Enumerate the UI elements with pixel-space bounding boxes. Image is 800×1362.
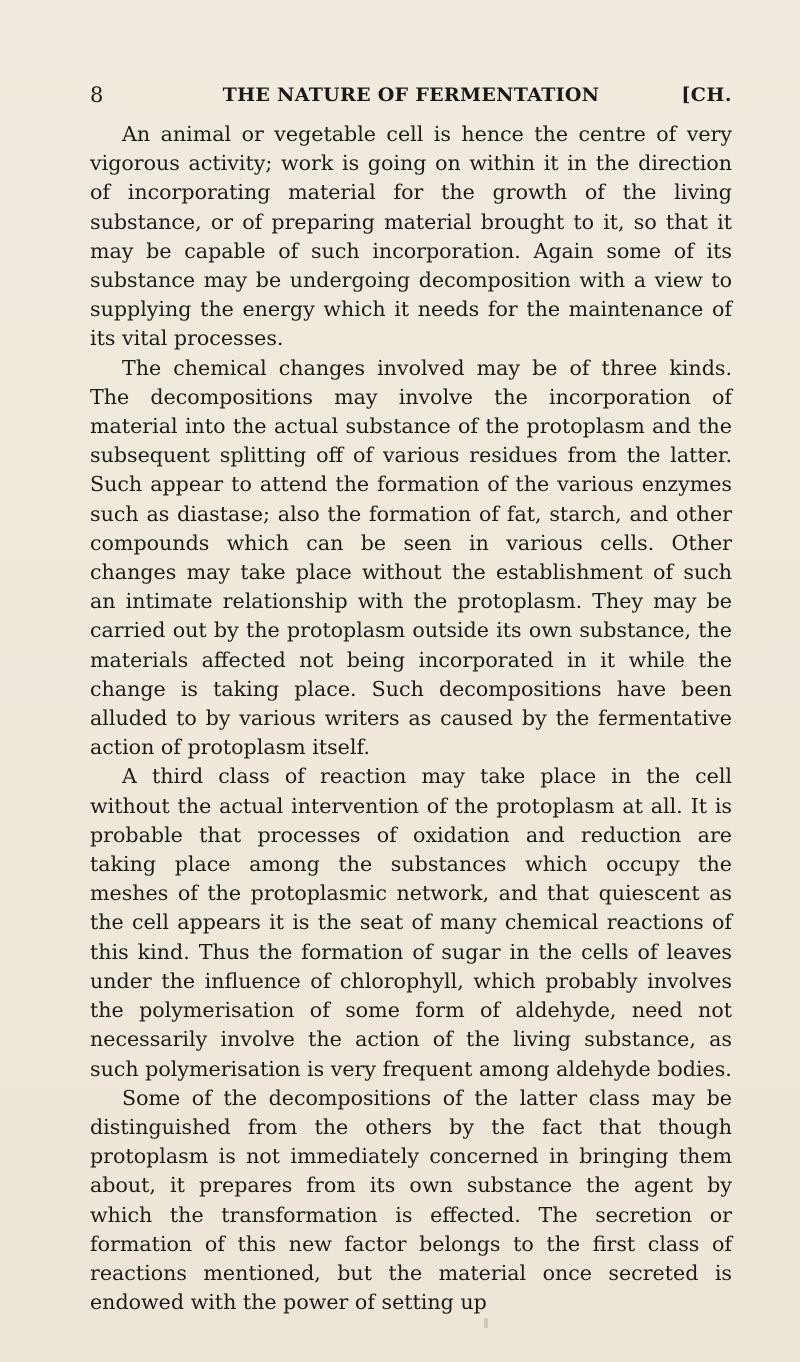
paragraph-2: The chemical changes involved may be of three kinds. The decompositions may involve the incorporation of material into the actual substance of the protoplasm and the subsequent splitting off of various residues from the latter. Such appear to attend the formation of the various enzymes such as diastase; also the formation of fat, starch, and other compounds which can be seen in various cells. Other changes may take place without the establishment of such an intimate relationship with the protoplasm. They may be carried out by the protoplasm outside its own substance, the materials affected not being incorporated in it while the change is taking place. Such decompositions have been alluded to by various writers as caused by the fermentative action of protoplasm itself.	[90, 355, 732, 760]
chapter-reference: [CH.	[681, 84, 732, 106]
paragraph-1: An animal or vegetable cell is hence the centre of very vigorous activity; work is going on within it in the direction of incorporating material for the growth of the living substance, or of preparing material brought to it, so that it may be capable of such incorporation. Again some of its substance may be undergoing decomposition with a view to supplying the energy which it needs for the maintenance of its vital processes.	[90, 122, 732, 351]
paragraph-4: Some of the decompositions of the latter class may be distinguished from the others by the fact that though protoplasm is not immediately concerned in bringing them about, it prepares from its own substance the agent by which the transformation is effected. The secretion or formation of this new factor belongs to the first class of reactions mentioned, but the material once secreted is endowed with the power of setting up	[90, 1085, 732, 1315]
paragraph-3: A third class of reaction may take place in the cell without the actual intervention of the protoplasm at all. It is probable that processes of oxidation and reduction are taking place among the substances which occupy the meshes of the protoplasmic network, and that quiescent as the cell appears it is the seat of many chemical reactions of this kind. Thus the formation of sugar in the cells of leaves under the influence of chlorophyll, which probably involves the polymerisation of some form of aldehyde, need not necessarily involve the action of the living substance, as such polymerisation is very frequent among aldehyde bodies.	[90, 764, 732, 1081]
body-text	[90, 120, 732, 1317]
running-title: THE NATURE OF FERMENTATION	[222, 84, 600, 106]
running-header	[90, 78, 732, 112]
print-speck	[484, 1318, 488, 1328]
page-number: 8	[90, 83, 104, 107]
